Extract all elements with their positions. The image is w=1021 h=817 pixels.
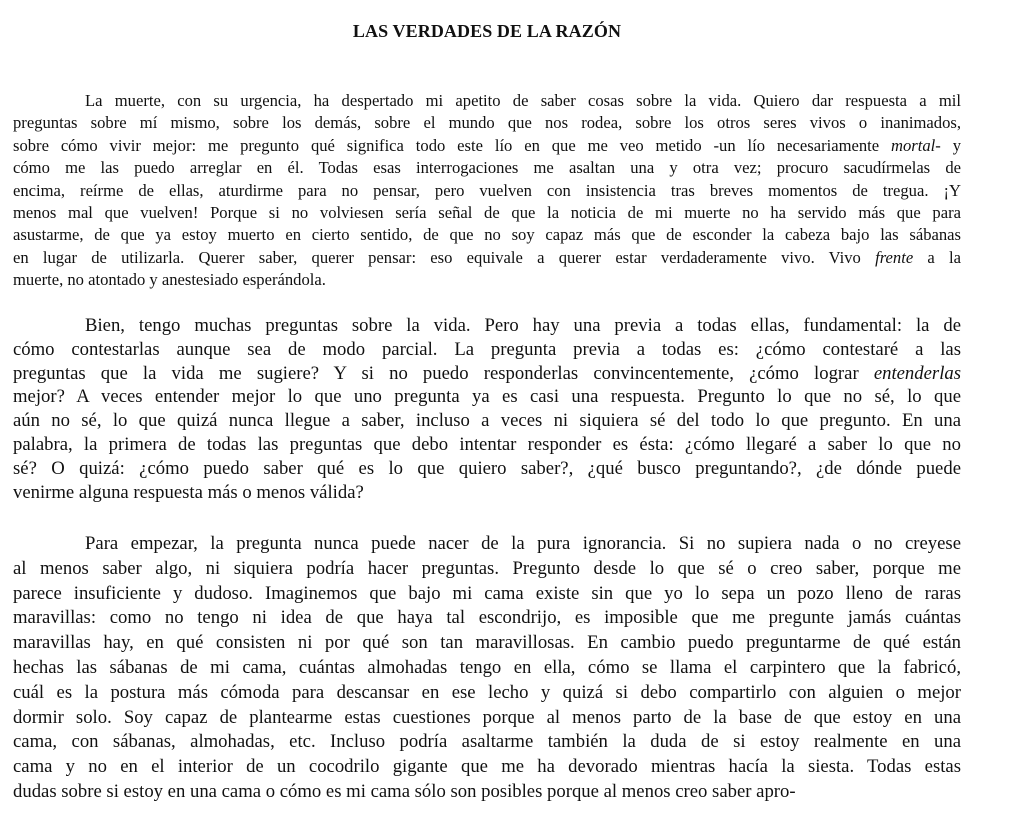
text-line: preguntas sobre mí mismo, sobre los demás, sobre el mundo que nos rodea, sobre los otros seres vivos o inanimados, xyxy=(13,113,961,133)
paragraph-2 xyxy=(13,314,961,504)
text-line: sobre cómo vivir mejor: me pregunto qué significa todo este lío en que me veo metido -un lío necesariamente mortal- y xyxy=(13,135,961,155)
text-line: aún no sé, lo que quizá nunca llegue a saber, incluso a veces ni siquiera sé del todo lo que pregunto. En una xyxy=(13,410,961,432)
emphasis: entenderlas xyxy=(873,362,961,384)
text-line: maravillas: como no tengo ni idea de que haya tal escondrijo, es imposible que me pregunte jamás cuántas xyxy=(13,607,961,629)
text-line: encima, reírme de ellas, aturdirme para no pensar, pero vuelven con insistencia tras breves momentos de tregua. ¡Y xyxy=(13,180,961,200)
text-line: Bien, tengo muchas preguntas sobre la vida. Pero hay una previa a todas ellas, fundamental: la de xyxy=(85,315,961,336)
text-line: mejor? A veces entender mejor lo que uno pregunta ya es casi una respuesta. Pregunto lo que no sé, lo que xyxy=(13,386,961,408)
text-line: menos mal que vuelven! Porque si no volviesen sería señal de que la noticia de mi muerte no ha servido más que para xyxy=(13,203,961,223)
text-line: preguntas que la vida me sugiere? Y si no puedo responderlas convincentemente, ¿cómo lograr entenderlas xyxy=(13,362,961,384)
text-line: cuál es la postura más cómoda para descansar en ese lecho y quizá si debo compartirlo con alguien o mejor xyxy=(13,681,961,703)
text-line: La muerte, con su urgencia, ha despertado mi apetito de saber cosas sobre la vida. Quiero dar respuesta a mil xyxy=(85,91,961,110)
text-line: cómo me las puedo arreglar en él. Todas esas interrogaciones me asaltan una y otra vez; procuro sacudírmelas de xyxy=(13,158,961,178)
text-line: palabra, la primera de todas las preguntas que debo intentar responder es ésta: ¿cómo llegaré a saber lo que no xyxy=(13,433,961,455)
text-line: hechas las sábanas de mi cama, cuántas almohadas tengo en ella, cómo se llama el carpintero que la fabricó, xyxy=(13,656,961,678)
text-line: dormir solo. Soy capaz de plantearme estas cuestiones porque al menos parto de la base de que estoy en una xyxy=(13,706,961,728)
text-line: muerte, no atontado y anestesiado esperándola. xyxy=(13,270,326,290)
text-line: en lugar de utilizarla. Querer saber, querer pensar: eso equivale a querer estar verdaderamente vivo. Vivo frente a la xyxy=(13,247,962,267)
text-line: venirme alguna respuesta más o menos válida? xyxy=(13,481,364,503)
text-line: parece insuficiente y dudoso. Imaginemos que bajo mi cama existe sin que yo lo sepa un pozo lleno de raras xyxy=(13,582,961,604)
text-line: cama y no en el interior de un cocodrilo gigante que me ha devorado mientras hacía la siesta. Todas estas xyxy=(13,756,961,778)
text-line: asustarme, de que ya estoy muerto en cierto sentido, de que no soy capaz más que de esconder la cabeza bajo las sábanas xyxy=(13,225,961,245)
paragraph-1 xyxy=(13,90,961,292)
emphasis: mortal xyxy=(891,135,936,155)
page-title: LAS VERDADES DE LA RAZÓN xyxy=(352,21,622,41)
paragraph-3 xyxy=(13,532,961,805)
text-line: maravillas hay, en qué consisten ni por qué son tan maravillosas. En cambio puedo preguntarme de qué están xyxy=(13,632,961,654)
text-line: al menos saber algo, ni siquiera podría hacer preguntas. Pregunto desde lo que sé o creo saber, porque me xyxy=(13,557,961,579)
text-line: sé? O quizá: ¿cómo puedo saber qué es lo que quiero saber?, ¿qué busco preguntando?, ¿de dónde puede xyxy=(13,457,961,479)
text-line: dudas sobre si estoy en una cama o cómo es mi cama sólo son posibles porque al menos creo saber apro- xyxy=(13,780,796,802)
text-line: cama, con sábanas, almohadas, etc. Incluso podría asaltarme también la duda de si estoy realmente en una xyxy=(13,731,961,753)
text-line: cómo contestarlas aunque sea de modo parcial. La pregunta previa a todas es: ¿cómo contestaré a las xyxy=(13,338,961,360)
emphasis: frente xyxy=(875,247,914,267)
text-line: Para empezar, la pregunta nunca puede nacer de la pura ignorancia. Si no supiera nada o no creyese xyxy=(85,533,961,554)
